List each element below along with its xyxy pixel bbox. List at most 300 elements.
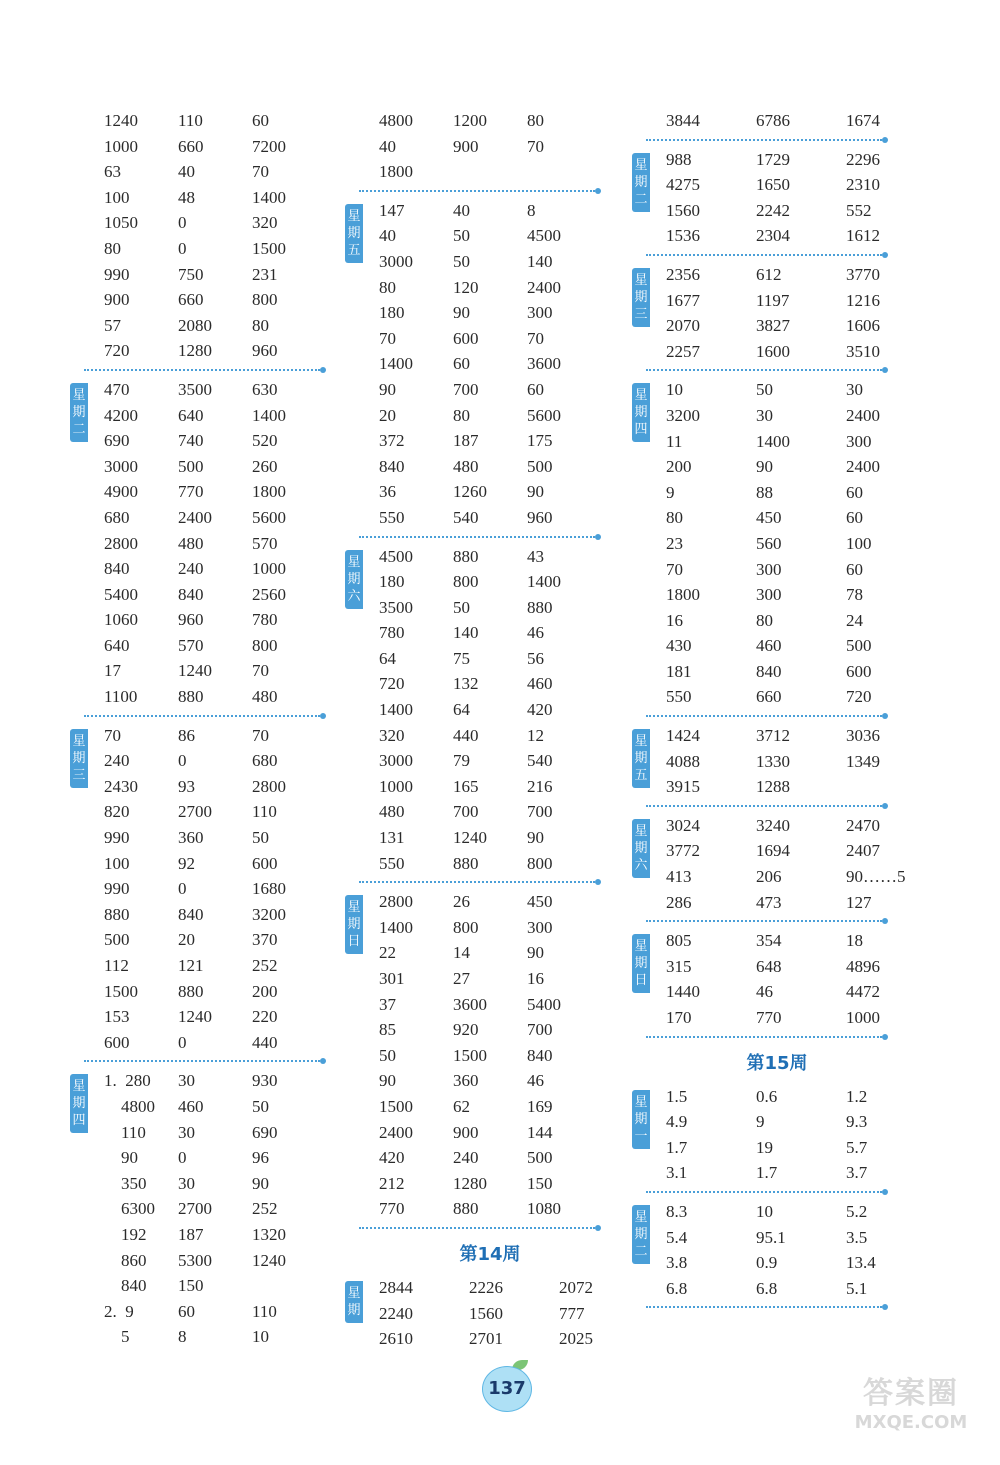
answer-cell: 110 [252, 1301, 277, 1321]
answer-cell: 3.5 [846, 1227, 868, 1247]
answer-column-2 [345, 108, 635, 1352]
answer-cell: 1400 [252, 187, 286, 207]
answer-cell: 150 [527, 1173, 553, 1193]
answer-cell: 150 [178, 1276, 204, 1296]
answer-cell: 8 [178, 1327, 187, 1347]
dotted-divider [646, 1191, 882, 1194]
answer-cell: 630 [252, 379, 278, 399]
answer-row [104, 262, 360, 288]
answer-cell: 50 [379, 1045, 396, 1065]
answer-cell: 1216 [846, 290, 880, 310]
answer-cell: 2407 [846, 841, 880, 861]
answer-cell: 0.6 [756, 1086, 778, 1106]
answer-cell: 2226 [469, 1277, 503, 1297]
answer-cell: 880 [178, 687, 204, 707]
answer-cell: 1729 [756, 149, 790, 169]
answer-row [104, 1120, 360, 1146]
answer-row [104, 505, 360, 531]
week-title: 第15周 [746, 1052, 808, 1074]
answer-cell: 3600 [453, 994, 487, 1014]
answer-cell: 460 [756, 636, 782, 656]
answer-row [666, 262, 922, 288]
answer-row [666, 633, 922, 659]
answer-row [104, 774, 360, 800]
answer-row [666, 582, 922, 608]
answer-cell: 16 [527, 969, 544, 988]
answer-cell: 240 [178, 559, 204, 579]
answer-row [379, 1275, 635, 1301]
answer-cell: 4896 [846, 956, 880, 976]
answer-cell: 600 [846, 661, 872, 681]
answer-cell: 2400 [527, 277, 561, 297]
answer-cell: 121 [178, 956, 204, 975]
answer-cell: 1240 [104, 111, 138, 130]
answer-cell: 4.9 [666, 1112, 688, 1132]
answer-cell: 50 [252, 828, 269, 848]
answer-row [666, 864, 922, 890]
answer-cell: 100 [846, 533, 872, 553]
answer-cell: 700 [453, 802, 479, 822]
answer-cell: 70 [527, 136, 544, 156]
weekday-tab: 星 期 四 [632, 383, 650, 442]
answer-row [104, 108, 360, 134]
answer-cell: 5.2 [846, 1201, 868, 1221]
answer-cell: 480 [252, 687, 278, 707]
answer-row [379, 1068, 635, 1094]
answer-cell: 92 [178, 853, 195, 873]
answer-cell: 57 [104, 315, 121, 335]
answer-cell: 354 [756, 931, 782, 951]
answer-cell: 70 [252, 162, 269, 182]
answer-cell: 64 [453, 700, 470, 720]
answer-cell: 550 [379, 853, 405, 873]
answer-cell: 4800 [104, 1096, 155, 1116]
answer-cell: 60 [846, 482, 863, 502]
answer-row [104, 1030, 360, 1056]
answer-cell: 780 [252, 610, 278, 630]
answer-cell: 840 [104, 559, 130, 579]
answer-cell: 3500 [178, 379, 212, 399]
answer-cell: 1330 [756, 751, 790, 771]
answer-cell: 0 [178, 1148, 187, 1168]
answer-cell: 20 [178, 930, 195, 950]
answer-cell: 2240 [379, 1303, 413, 1323]
answer-row [666, 147, 922, 173]
answer-cell: 80 [379, 277, 396, 297]
answer-cell: 60 [252, 111, 269, 130]
answer-cell: 4275 [666, 175, 700, 195]
weekday-tab: 星 期 日 [632, 934, 650, 993]
answer-cell: 860 [104, 1250, 147, 1270]
answer-cell: 372 [379, 431, 405, 451]
answer-row [104, 236, 360, 262]
answer-row [666, 557, 922, 583]
answer-cell: 1400 [379, 917, 413, 937]
answer-cell: 960 [178, 610, 204, 630]
answer-cell: 2700 [178, 1199, 212, 1219]
answer-cell: 36 [379, 482, 396, 502]
answer-cell: 0 [178, 1032, 187, 1052]
answer-row [104, 338, 360, 364]
answer-cell: 350 [104, 1173, 147, 1193]
answer-section [70, 1068, 360, 1350]
answer-cell: 440 [453, 725, 479, 745]
answer-cell: 1600 [756, 341, 790, 361]
answer-section [632, 1199, 922, 1301]
answer-cell: 3000 [379, 751, 413, 771]
watermark-logo [846, 1368, 976, 1433]
answer-cell: 62 [453, 1096, 470, 1116]
answer-cell: 1240 [252, 1250, 286, 1270]
answer-cell: 2356 [666, 264, 700, 284]
answer-cell: 216 [527, 776, 553, 796]
answer-row [104, 927, 360, 953]
answer-cell: 0 [178, 213, 187, 233]
answer-cell: 9 [666, 482, 675, 502]
answer-row [379, 1145, 635, 1171]
answer-cell: 2700 [178, 802, 212, 822]
answer-cell: 540 [527, 751, 553, 771]
answer-cell: 4200 [104, 405, 138, 425]
answer-cell: 1606 [846, 316, 880, 336]
answer-cell: 12 [527, 725, 544, 745]
answer-cell: 120 [453, 277, 479, 297]
answer-cell: 3915 [666, 777, 700, 797]
answer-cell: 286 [666, 892, 692, 912]
answer-cell: 720 [104, 341, 130, 361]
answer-cell: 800 [252, 635, 278, 655]
answer-cell: 500 [104, 930, 130, 950]
dotted-divider [646, 254, 882, 257]
answer-row [104, 479, 360, 505]
answer-row [104, 313, 360, 339]
answer-cell: 480 [453, 456, 479, 476]
answer-cell: 4500 [379, 546, 413, 566]
answer-cell: 880 [104, 904, 130, 924]
answer-cell: 78 [846, 585, 863, 605]
answer-cell: 5600 [252, 507, 286, 527]
answer-cell: 660 [178, 136, 204, 156]
answer-row [104, 1068, 360, 1094]
answer-row [666, 1276, 922, 1302]
answer-cell: 2800 [379, 892, 413, 912]
dotted-divider [646, 1306, 882, 1309]
answer-cell: 1500 [104, 981, 138, 1001]
answer-cell: 5 [104, 1327, 130, 1347]
answer-row [379, 1171, 635, 1197]
answer-cell: 5400 [527, 994, 561, 1014]
answer-cell: 110 [178, 111, 203, 130]
answer-cell: 79 [453, 751, 470, 771]
answer-row [379, 108, 635, 134]
answer-cell: 570 [178, 635, 204, 655]
answer-row [379, 915, 635, 941]
answer-row [666, 979, 922, 1005]
answer-row [666, 774, 922, 800]
answer-cell: 140 [527, 251, 553, 271]
answer-cell: 60 [453, 354, 470, 374]
answer-section [345, 1275, 635, 1352]
answer-section [632, 928, 922, 1030]
answer-row [666, 1005, 922, 1031]
answer-cell: 370 [252, 930, 278, 950]
answer-cell: 22 [379, 943, 396, 963]
answer-section [70, 723, 360, 1056]
answer-cell: 1288 [756, 777, 790, 797]
answer-cell: 5600 [527, 405, 561, 425]
answer-cell: 900 [104, 290, 130, 310]
answer-cell: 600 [252, 853, 278, 873]
answer-cell: 187 [453, 431, 479, 451]
answer-row [379, 889, 635, 915]
answer-cell: 30 [756, 405, 773, 425]
answer-cell: 640 [178, 405, 204, 425]
answer-cell: 90 [379, 1071, 396, 1091]
answer-cell: 2080 [178, 315, 212, 335]
answer-cell: 2844 [379, 1277, 413, 1297]
answer-cell: 252 [252, 956, 278, 975]
answer-cell: 1000 [104, 136, 138, 156]
answer-cell: 40 [453, 200, 470, 220]
answer-cell: 460 [178, 1096, 204, 1116]
answer-cell: 30 [178, 1173, 195, 1193]
answer-cell: 3.8 [666, 1253, 688, 1273]
answer-cell: 70 [666, 559, 683, 579]
answer-row [104, 979, 360, 1005]
answer-row [104, 403, 360, 429]
answer-row [666, 288, 922, 314]
answer-row [104, 684, 360, 710]
answer-cell: 3036 [846, 726, 880, 746]
answer-cell: 2610 [379, 1329, 413, 1349]
answer-cell: 430 [666, 636, 692, 656]
answer-cell: 960 [252, 341, 278, 361]
answer-cell: 5.1 [846, 1278, 868, 1298]
answer-row [104, 953, 360, 979]
answer-cell: 90 [379, 379, 396, 399]
answer-cell: 1197 [756, 290, 790, 310]
answer-row [666, 1225, 922, 1251]
answer-cell: 2560 [252, 584, 286, 604]
answer-row [666, 1135, 922, 1161]
answer-cell: 900 [453, 1122, 479, 1142]
answer-row [104, 185, 360, 211]
answer-cell: 2400 [178, 507, 212, 527]
answer-cell: 50 [453, 597, 470, 617]
weekday-tab: 星 期 二 [632, 1205, 650, 1264]
answer-cell: 4500 [527, 226, 561, 246]
answer-cell: 840 [527, 1045, 553, 1065]
answer-cell: 500 [527, 1148, 553, 1168]
answer-row [379, 697, 635, 723]
answer-row [379, 723, 635, 749]
answer-cell: 680 [104, 507, 130, 527]
answer-row [666, 505, 922, 531]
answer-row [379, 403, 635, 429]
answer-cell: 40 [379, 226, 396, 246]
answer-cell: 18 [846, 931, 863, 951]
answer-cell: 1677 [666, 290, 700, 310]
answer-cell: 3600 [527, 354, 561, 374]
answer-row [666, 198, 922, 224]
answer-cell: 900 [453, 136, 479, 156]
answer-column-1 [70, 108, 360, 1350]
answer-cell: 1800 [252, 482, 286, 502]
answer-cell: 840 [379, 456, 405, 476]
answer-cell: 1100 [104, 687, 138, 707]
answer-row [666, 749, 922, 775]
answer-cell: 2701 [469, 1329, 503, 1349]
answer-row [104, 825, 360, 851]
answer-cell: 90 [756, 457, 773, 477]
answer-row [379, 159, 635, 185]
answer-cell: 26 [453, 892, 470, 912]
answer-cell: 30 [178, 1071, 195, 1091]
weekday-tab: 星 期 二 [632, 153, 650, 212]
answer-cell: 144 [527, 1122, 553, 1142]
answer-cell: 1240 [178, 661, 212, 681]
answer-cell: 1674 [846, 111, 880, 130]
answer-cell: 24 [846, 610, 863, 630]
answer-row [666, 339, 922, 365]
answer-row [104, 1196, 360, 1222]
answer-cell: 990 [104, 264, 130, 284]
answer-cell: 300 [846, 431, 872, 451]
answer-cell: 11 [666, 431, 683, 451]
answer-cell: 720 [379, 674, 405, 694]
answer-row [666, 1160, 922, 1186]
week-title: 第14周 [459, 1243, 521, 1265]
answer-cell: 165 [453, 776, 479, 796]
answer-cell: 3240 [756, 815, 790, 835]
answer-row [104, 454, 360, 480]
dotted-divider [359, 536, 595, 539]
dotted-divider [646, 920, 882, 923]
answer-cell: 6.8 [666, 1278, 688, 1298]
answer-cell: 95.1 [756, 1227, 786, 1247]
answer-cell: 3827 [756, 316, 790, 336]
answer-cell: 2242 [756, 200, 790, 220]
answer-row [379, 569, 635, 595]
answer-cell: 80 [666, 508, 683, 528]
answer-cell: 23 [666, 533, 683, 553]
answer-row [104, 658, 360, 684]
answer-cell: 690 [252, 1122, 278, 1142]
answer-cell: 420 [379, 1148, 405, 1168]
answer-cell: 1000 [252, 559, 286, 579]
answer-cell: 220 [252, 1007, 278, 1027]
answer-cell: 131 [379, 828, 405, 848]
answer-row [666, 429, 922, 455]
answer-cell: 187 [178, 1224, 204, 1244]
answer-row [104, 1273, 360, 1299]
answer-cell: 600 [453, 328, 479, 348]
answer-cell: 880 [453, 546, 479, 566]
dotted-divider [359, 881, 595, 884]
answer-cell: 3200 [252, 904, 286, 924]
answer-cell: 90 [453, 303, 470, 323]
answer-row [104, 902, 360, 928]
answer-row [666, 928, 922, 954]
answer-cell: 170 [666, 1008, 692, 1027]
answer-cell: 720 [846, 687, 872, 707]
answer-cell: 90 [252, 1173, 269, 1193]
answer-cell: 60 [527, 379, 544, 399]
answer-cell: 200 [666, 457, 692, 477]
answer-cell: 2070 [666, 316, 700, 336]
answer-row [666, 480, 922, 506]
answer-cell: 3772 [666, 841, 700, 861]
answer-row [104, 531, 360, 557]
weekday-tab: 星 期 五 [345, 204, 363, 263]
answer-cell: 450 [527, 892, 553, 912]
answer-cell: 6.8 [756, 1278, 778, 1298]
answer-cell: 960 [527, 507, 553, 527]
answer-cell: 60 [846, 559, 863, 579]
answer-cell: 500 [178, 456, 204, 476]
answer-cell: 70 [527, 328, 544, 348]
answer-cell: 5.7 [846, 1137, 868, 1157]
dotted-divider [646, 805, 882, 808]
answer-cell: 40 [178, 162, 195, 182]
answer-cell: 9.3 [846, 1112, 868, 1132]
answer-cell: 2800 [104, 533, 138, 553]
answer-cell: 2296 [846, 149, 880, 169]
answer-cell: 420 [527, 700, 553, 720]
answer-cell: 920 [453, 1020, 479, 1040]
answer-cell: 990 [104, 879, 130, 899]
answer-cell: 0.9 [756, 1253, 778, 1273]
answer-cell: 320 [252, 213, 278, 233]
answer-cell: 127 [846, 892, 872, 912]
answer-cell: 1440 [666, 982, 700, 1002]
answer-cell: 1200 [453, 111, 487, 130]
answer-cell: 3024 [666, 815, 700, 835]
answer-row [104, 134, 360, 160]
answer-cell: 8.3 [666, 1201, 688, 1221]
answer-row [379, 966, 635, 992]
answer-row [379, 1043, 635, 1069]
answer-cell: 2800 [252, 776, 286, 796]
answer-cell: 820 [104, 802, 130, 822]
answer-cell: 2304 [756, 226, 790, 246]
answer-cell: 75 [453, 648, 470, 668]
answer-cell: 500 [846, 636, 872, 656]
dotted-divider [84, 1060, 320, 1063]
answer-row [379, 479, 635, 505]
answer-row [379, 1017, 635, 1043]
answer-cell: 2400 [846, 405, 880, 425]
answer-cell: 1.7 [756, 1163, 778, 1183]
answer-cell: 1400 [756, 431, 790, 451]
answer-section [345, 889, 635, 1222]
answer-row [104, 748, 360, 774]
answer-cell: 100 [104, 853, 130, 873]
answer-cell: 212 [379, 1173, 405, 1193]
answer-cell: 770 [756, 1008, 782, 1027]
answer-row [379, 198, 635, 224]
answer-section [632, 723, 922, 800]
answer-row [379, 825, 635, 851]
answer-cell: 88 [756, 482, 773, 502]
answer-cell: 90 [527, 482, 544, 502]
answer-row [379, 1196, 635, 1222]
answer-row [666, 723, 922, 749]
answer-section [632, 377, 922, 710]
answer-cell: 1000 [379, 776, 413, 796]
answer-cell: 60 [178, 1301, 195, 1321]
answer-cell: 1650 [756, 175, 790, 195]
